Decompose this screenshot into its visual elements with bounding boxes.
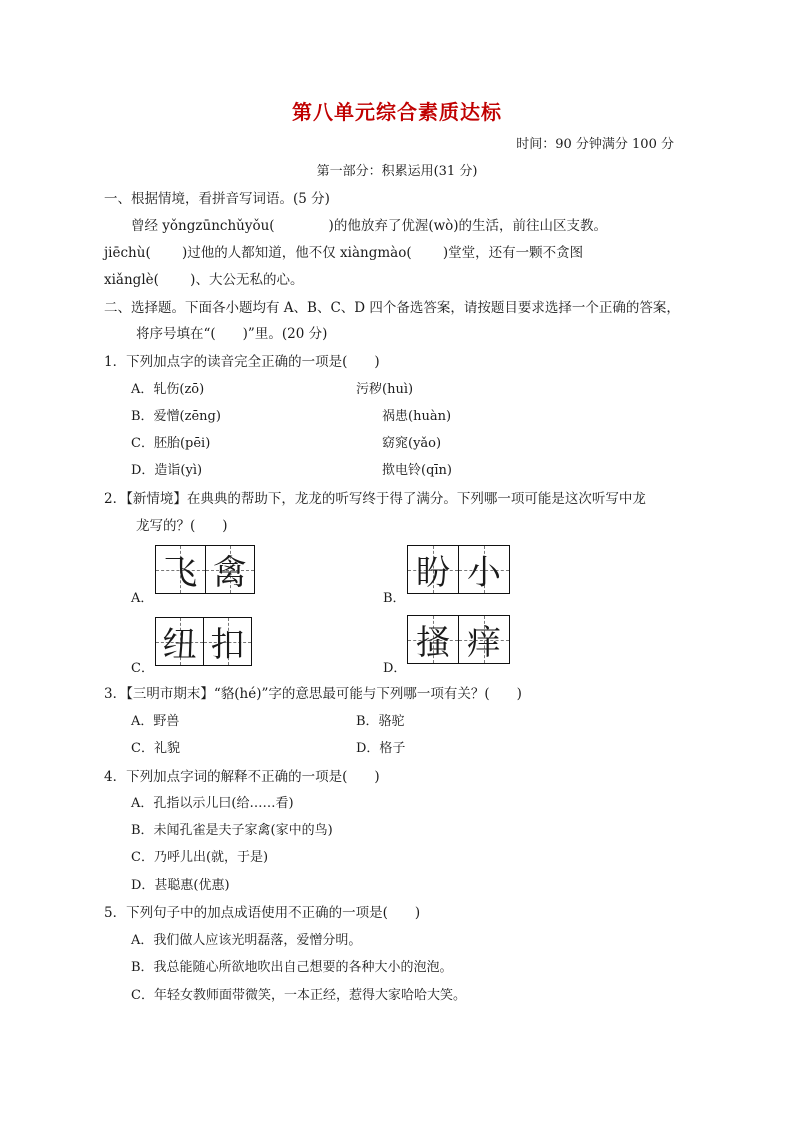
s1-option-b-right: 祸患(huàn)	[382, 409, 452, 424]
s1-option-d: D．造诣(yì)	[131, 463, 203, 478]
s2-box-b	[407, 545, 510, 594]
s4-stem: 4．下列加点字词的解释不正确的一项是( )	[104, 769, 380, 785]
s5-option-a: A．我们做人应该光明磊落，爱憎分明。	[131, 933, 362, 948]
q1-heading: 一、根据情境，看拼音写词语。(5 分)	[104, 191, 330, 207]
s2-box-a	[155, 545, 255, 594]
s2-stem: 2．【新情境】在典典的帮助下，龙龙的听写终于得了满分。下列哪一项可能是这次听写中龙	[104, 491, 646, 507]
s2-label-d: D．	[383, 661, 407, 676]
s4-option-b: B．未闻孔雀是夫子家禽(家中的鸟)	[131, 823, 333, 838]
s1-option-a-right: 污秽(huì)	[356, 382, 414, 397]
q2-heading: 二、选择题。下面各小题均有 A、B、C、D 四个备选答案，请按题目要求选择一个正确的答案，	[104, 300, 680, 316]
s3-stem: 3．【三明市期末】“貉(hé)”字的意思最可能与下列哪一项有关？( )	[104, 686, 522, 702]
s2-label-b: B．	[383, 591, 406, 606]
part-heading: 第一部分：积累运用(31 分)	[316, 164, 478, 179]
s2-box-d	[407, 615, 510, 664]
box-d-char-2: 痒	[458, 616, 509, 663]
s1-option-a: A．轧伤(zō)	[131, 382, 205, 397]
box-c-char-2: 扣	[203, 618, 251, 665]
s5-option-b: B．我总能随心所欲地吹出自己想要的各种大小的泡泡。	[131, 960, 453, 975]
s4-option-d: D．甚聪惠(优惠)	[131, 878, 230, 893]
s1-option-d-right: 揿电铃(qīn)	[382, 463, 452, 478]
s2-stem-cont: 龙写的？( )	[136, 518, 228, 534]
s1-stem: 1．下列加点字的读音完全正确的一项是( )	[104, 354, 380, 370]
s3-option-a: A．野兽	[131, 714, 180, 729]
box-a-char-2: 禽	[205, 546, 255, 593]
s1-option-c-right: 窈窕(yǎo)	[382, 436, 442, 451]
s2-box-c	[155, 617, 252, 666]
s1-option-c: C．胚胎(pēi)	[131, 436, 211, 451]
s1-option-b: B．爱憎(zēng)	[131, 409, 221, 424]
q2-heading-cont: 将序号填在“( )”里。(20 分)	[136, 326, 328, 342]
q1-line3: xiǎnglè( )、大公无私的心。	[104, 272, 304, 288]
s4-option-a: A．孔指以示儿曰(给……看)	[131, 796, 294, 811]
s5-option-c: C．年轻女教师面带微笑，一本正经，惹得大家哈哈大笑。	[131, 988, 466, 1003]
box-b-char-2: 小	[458, 546, 509, 593]
time-info: 时间：90 分钟满分 100 分	[516, 137, 674, 152]
s4-option-c: C．乃呼儿出(就，于是)	[131, 850, 269, 865]
s3-option-b: B．骆驼	[356, 714, 405, 729]
s5-stem: 5．下列句子中的加点成语使用不正确的一项是( )	[104, 905, 421, 921]
s2-label-a: A．	[131, 591, 154, 606]
box-b-char-1: 盼	[408, 546, 458, 593]
box-a-char-1: 飞	[156, 546, 205, 593]
page-title: 第八单元综合素质达标	[292, 100, 502, 124]
s2-label-c: C．	[131, 661, 154, 676]
box-d-char-1: 搔	[408, 616, 458, 663]
box-c-char-1: 纽	[156, 618, 203, 665]
q1-line1: 曾经 yǒngzūnchǔyǒu( )的他放弃了优渥(wò)的生活，前往山区支教。	[131, 218, 608, 234]
q1-line2: jiēchù( )过他的人都知道，他不仅 xiàngmào( )堂堂，还有一颗不贪图	[104, 245, 584, 261]
s3-option-d: D．格子	[356, 741, 406, 756]
s3-option-c: C．礼貌	[131, 741, 180, 756]
